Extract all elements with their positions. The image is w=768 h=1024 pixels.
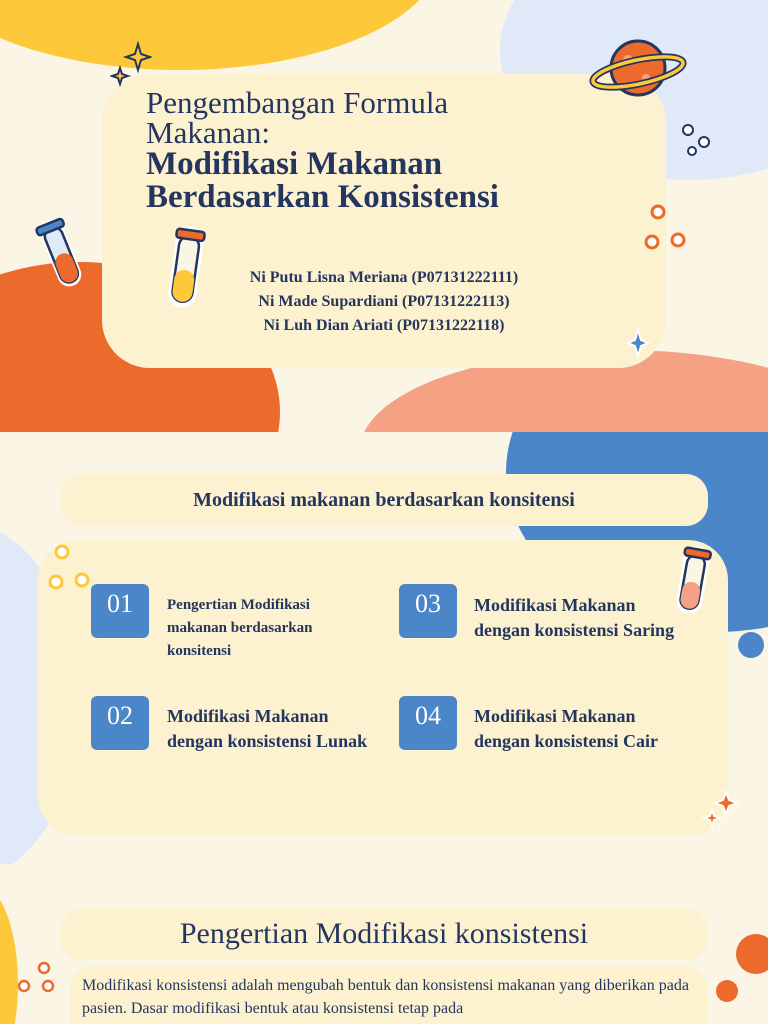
- test-tube-blue-icon: [30, 212, 92, 296]
- definition-title-bar: [60, 908, 708, 960]
- sparkle-icon: [626, 328, 650, 358]
- subtitle-line-2: Berdasarkan Konsistensi: [146, 179, 499, 215]
- item-number: 02: [91, 696, 149, 750]
- dots-icon: [678, 120, 714, 160]
- item-label: Modifikasi Makanan dengan konsistensi Saring: [474, 595, 675, 640]
- bg-dot-blue: [738, 632, 764, 658]
- item-label: Modifikasi Makanan dengan konsistensi Lunak: [167, 706, 368, 751]
- item-number: 01: [91, 584, 149, 638]
- dots-icon: [12, 960, 58, 1000]
- dots-icon: [44, 542, 94, 592]
- presentation-title: [146, 85, 506, 150]
- bg-blob-yellow: [0, 884, 18, 1024]
- item-number: 03: [399, 584, 457, 638]
- item-number: 04: [399, 696, 457, 750]
- definition-title: Pengertian Modifikasi konsistensi: [179, 917, 589, 950]
- item-label: Pengertian Modifikasi makanan berdasarkan konsitensi: [167, 597, 313, 659]
- outline-title-bar: [60, 474, 708, 526]
- bg-dot-orange: [736, 934, 768, 974]
- subtitle-line-1: Modifikasi Makanan: [146, 146, 443, 182]
- title-line-2: Makanan:: [146, 115, 270, 150]
- test-tube-yellow-icon: [160, 222, 212, 312]
- outline-slide: [0, 432, 768, 864]
- definition-slide: [0, 864, 768, 1024]
- title-line-1: Pengembangan Formula: [146, 85, 449, 120]
- presentation-subtitle: [146, 148, 586, 214]
- author-2: Ni Made Supardiani (P07131222113): [258, 293, 510, 310]
- sparkle-icon: [700, 788, 740, 832]
- author-list: [200, 266, 568, 338]
- author-3: Ni Luh Dian Ariati (P07131222118): [263, 317, 505, 334]
- sparkle-icon: [110, 40, 152, 88]
- item-label: Modifikasi Makanan dengan konsistensi Cair: [474, 706, 659, 751]
- bg-blob-yellow: [0, 0, 440, 70]
- author-1: Ni Putu Lisna Meriana (P07131222111): [249, 269, 519, 286]
- planet-icon: [588, 30, 688, 106]
- outline-title: Modifikasi makanan berdasarkan konsitensi: [193, 488, 575, 511]
- test-tube-pink-icon: [670, 542, 716, 618]
- title-slide: [0, 0, 768, 432]
- dots-icon: [640, 200, 692, 256]
- bg-dot-orange: [716, 980, 738, 1002]
- definition-body: Modifikasi konsistensi adalah mengubah bentuk dan konsistensi makanan yang diberikan pada pasien. Dasar modifikasi bentuk atau konsistensi tetap pada: [82, 977, 689, 1017]
